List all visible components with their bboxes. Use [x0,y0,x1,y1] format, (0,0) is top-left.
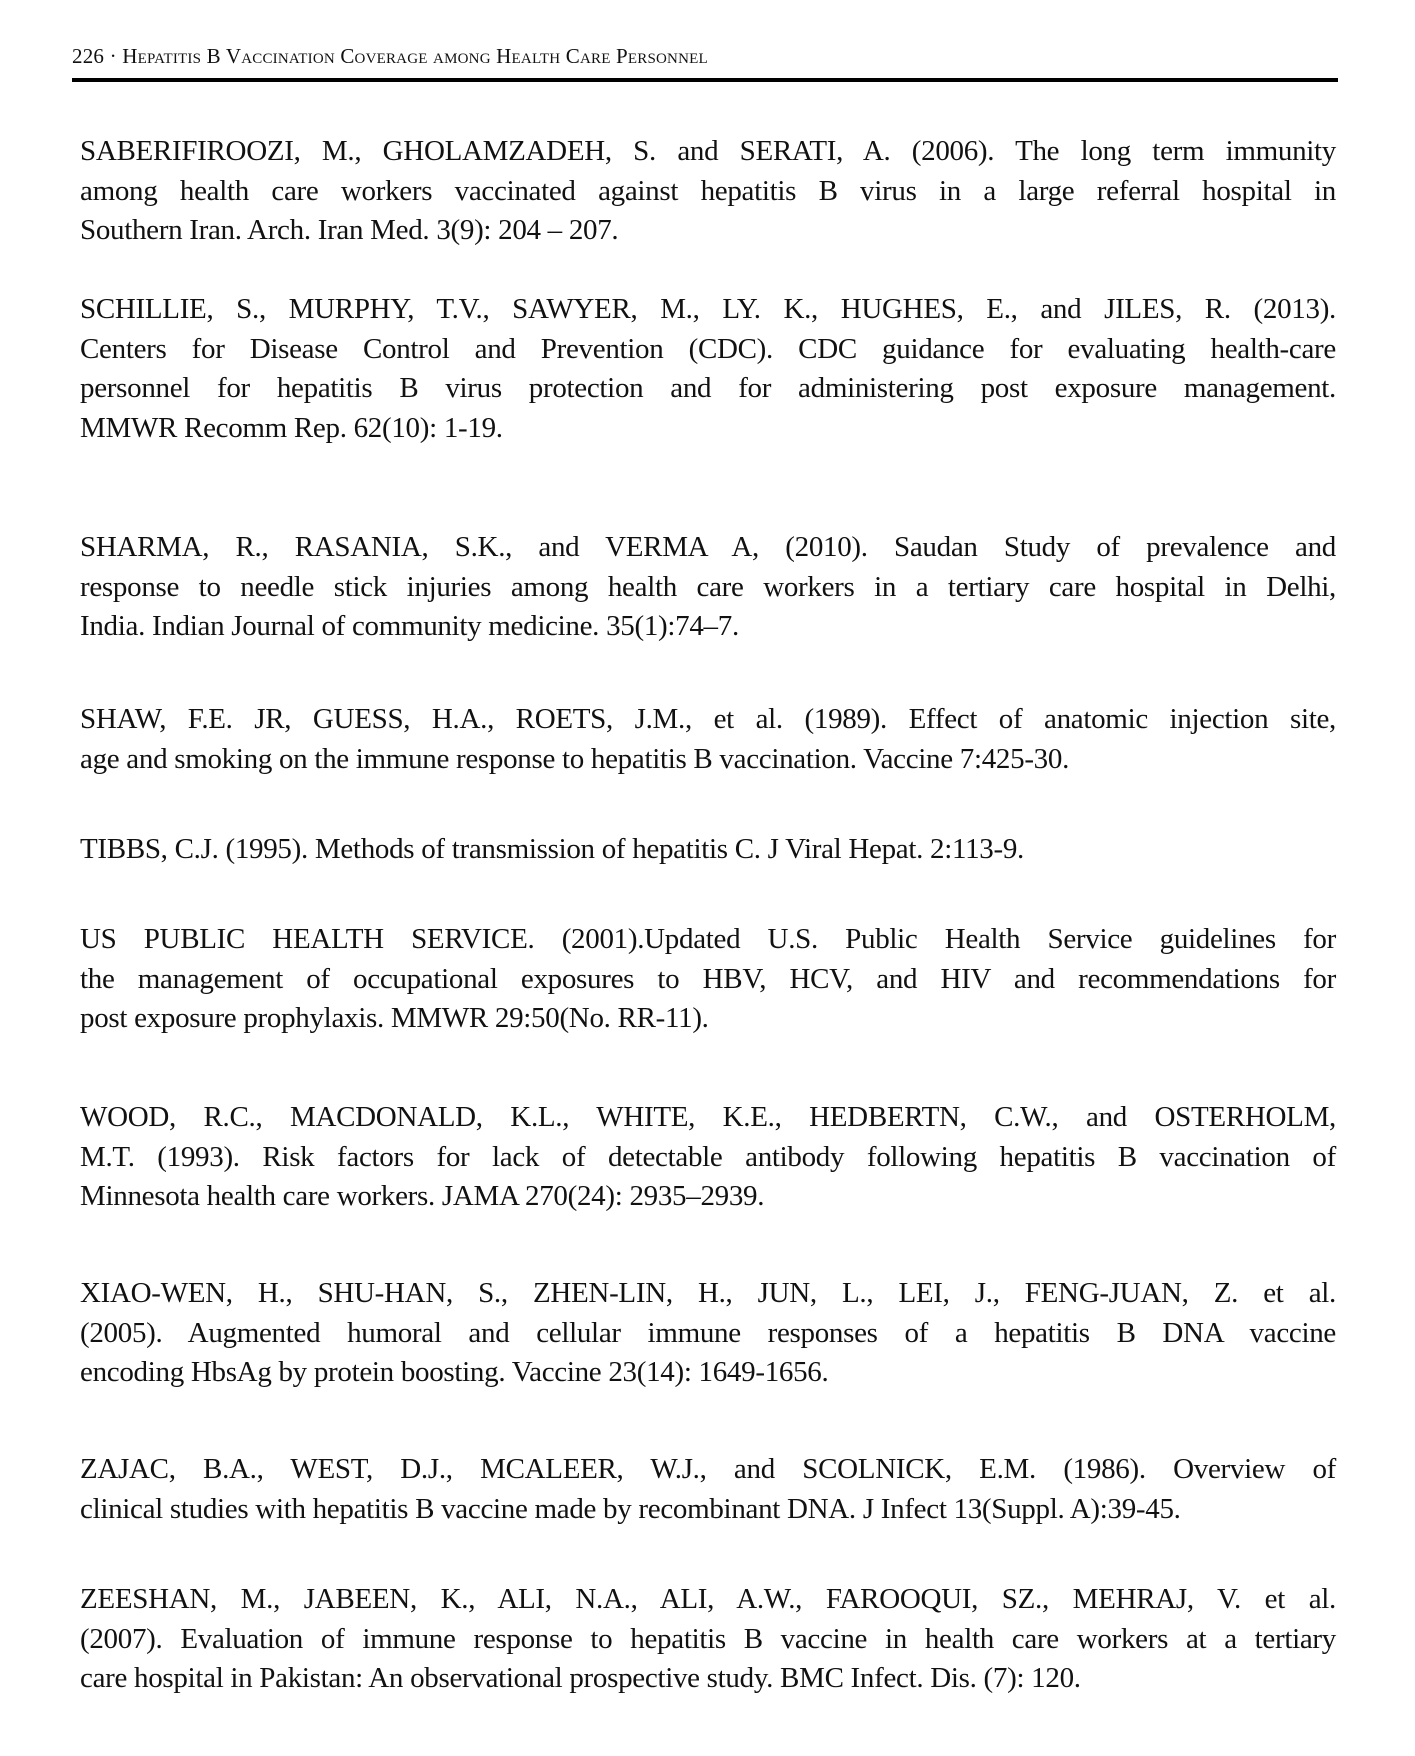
reference-line: XIAO-WEN, H., SHU-HAN, S., ZHEN-LIN, H., JUN, L., LEI, J., FENG-JUAN, Z. et al. [80,1277,1336,1309]
reference-line: MMWR Recomm Rep. 62(10): 1-19. [80,411,503,444]
header-separator: · [109,44,117,68]
reference-line: age and smoking on the immune response to hepatitis B vaccination. Vaccine 7:425-30. [80,742,1070,775]
reference-line: ZAJAC, B.A., WEST, D.J., MCALEER, W.J., and SCOLNICK, E.M. (1986). Overview of [80,1453,1336,1485]
reference-line: care hospital in Pakistan: An observational prospective study. BMC Infect. Dis. (7): 120. [80,1662,1081,1694]
reference-line: response to needle stick injuries among health care workers in a tertiary care hospital in Delhi, [80,570,1336,603]
header-rule [72,78,1338,82]
reference-entry [80,1098,1336,1217]
reference-line: Minnesota health care workers. JAMA 270(24): 2935–2939. [80,1180,765,1212]
page-number: 226 [72,44,105,68]
reference-line: Southern Iran. Arch. Iran Med. 3(9): 204 – 207. [80,214,619,246]
reference-line: SHARMA, R., RASANIA, S.K., and VERMA A, (2010). Saudan Study of prevalence and [80,531,1336,563]
reference-line: US PUBLIC HEALTH SERVICE. (2001).Updated U.S. Public Health Service guidelines for [80,923,1336,955]
reference-line: ZEESHAN, M., JABEEN, K., ALI, N.A., ALI, A.W., FAROOQUI, SZ., MEHRAJ, V. et al. [80,1583,1336,1615]
running-header [72,44,1337,68]
reference-entry [80,1580,1336,1699]
reference-line: the management of occupational exposures to HBV, HCV, and HIV and recommendations for [80,962,1336,995]
reference-entry [80,132,1336,251]
reference-entry [80,1274,1336,1393]
reference-line: (2007). Evaluation of immune response to hepatitis B vaccine in health care workers at a tertiary [80,1622,1336,1655]
reference-line: SHAW, F.E. JR, GUESS, H.A., ROETS, J.M., et al. (1989). Effect of anatomic injection site, [80,703,1336,735]
reference-line: clinical studies with hepatitis B vaccine made by recombinant DNA. J Infect 13(Suppl. A):39-45. [80,1492,1181,1525]
reference-line: among health care workers vaccinated against hepatitis B virus in a large referral hospital in [80,174,1336,207]
reference-entry [80,528,1336,647]
reference-line: personnel for hepatitis B virus protection and for administering post exposure management. [80,372,1336,404]
reference-entry [80,1450,1336,1529]
reference-entry [80,290,1336,448]
reference-line: M.T. (1993). Risk factors for lack of detectable antibody following hepatitis B vaccination of [80,1140,1336,1173]
running-title: Hepatitis B Vaccination Coverage among Health Care Personnel [122,44,708,68]
reference-entry [80,700,1336,779]
reference-entry [80,920,1336,1039]
reference-line: encoding HbsAg by protein boosting. Vaccine 23(14): 1649-1656. [80,1356,829,1388]
reference-line: (2005). Augmented humoral and cellular immune responses of a hepatitis B DNA vaccine [80,1316,1336,1349]
reference-line: SABERIFIROOZI, M., GHOLAMZADEH, S. and SERATI, A. (2006). The long term immunity [80,135,1336,167]
reference-line: WOOD, R.C., MACDONALD, K.L., WHITE, K.E., HEDBERTN, C.W., and OSTERHOLM, [80,1101,1336,1133]
reference-line: TIBBS, C.J. (1995). Methods of transmission of hepatitis C. J Viral Hepat. 2:113-9. [80,833,1024,865]
reference-line: India. Indian Journal of community medicine. 35(1):74–7. [80,610,739,642]
reference-line: SCHILLIE, S., MURPHY, T.V., SAWYER, M., LY. K., HUGHES, E., and JILES, R. (2013). [80,293,1336,325]
reference-line: post exposure prophylaxis. MMWR 29:50(No. RR-11). [80,1002,709,1034]
reference-line: Centers for Disease Control and Prevention (CDC). CDC guidance for evaluating health-care [80,332,1336,365]
reference-entry [80,830,1336,870]
